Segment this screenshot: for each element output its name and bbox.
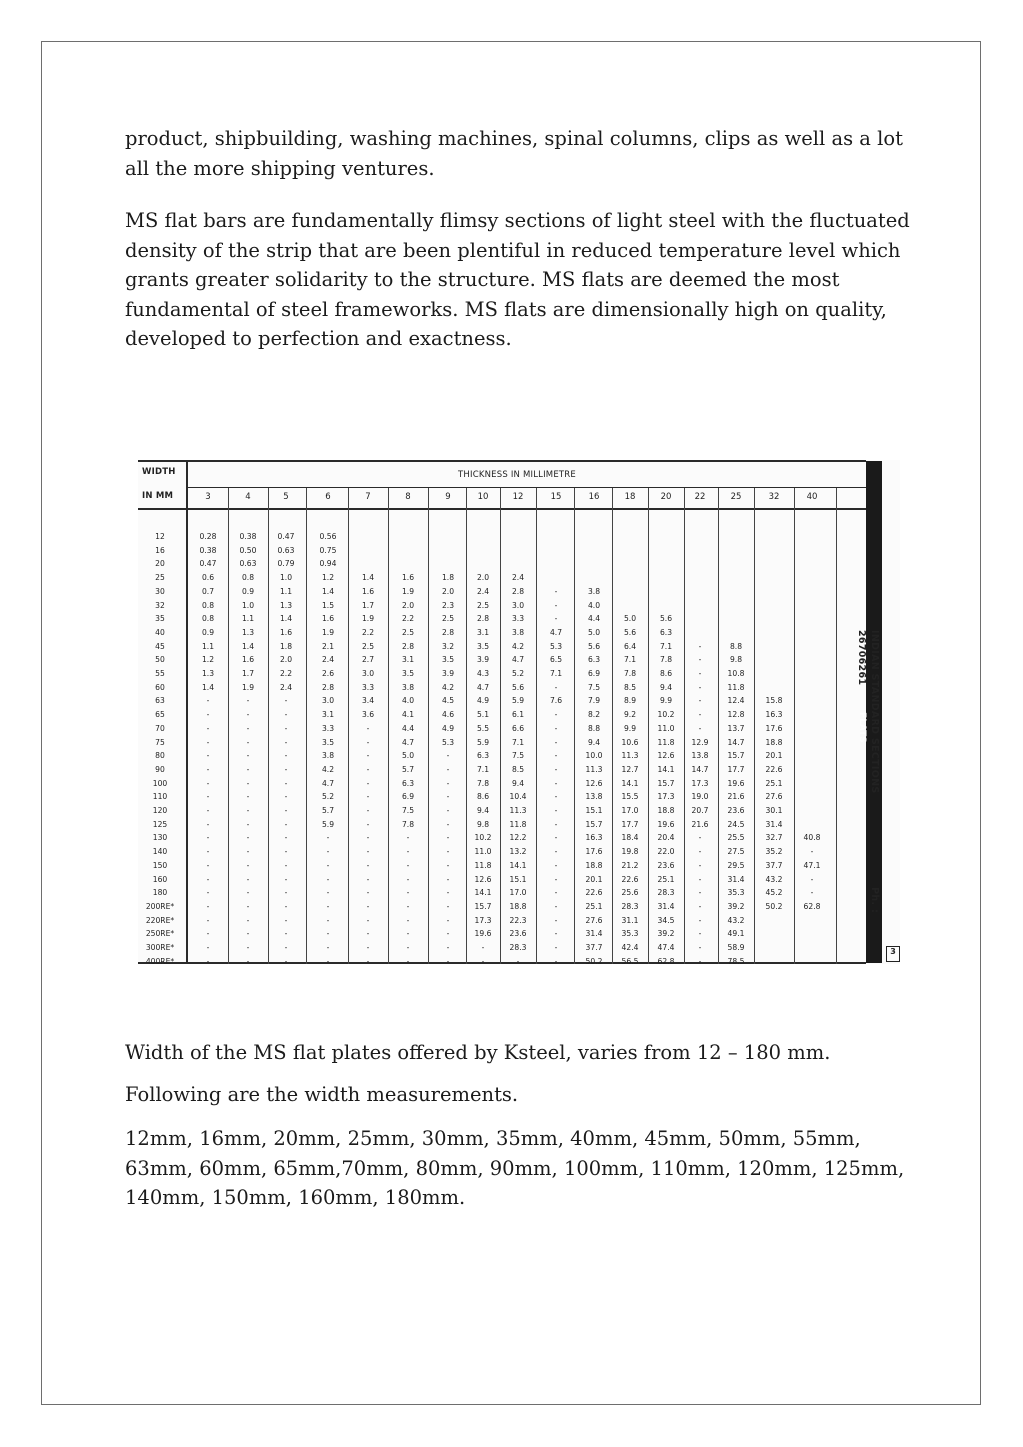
width-unit-header: IN MM (142, 491, 174, 501)
column-divider (228, 488, 229, 964)
thickness-col-values: 1.4 1.6 1.7 1.9 2.2 2.5 2.7 3.0 3.3 3.4 3.6 - - - - - - - - - - - - - - - - - - (361, 573, 375, 966)
thickness-col-header: 20 (660, 492, 672, 502)
side-phone: Ph. : 26706261 (856, 630, 880, 914)
side-page-number: 3 (886, 946, 900, 962)
paragraph-width-list: 12mm, 16mm, 20mm, 25mm, 30mm, 35mm, 40mm, 45mm, 50mm, 55mm, 63mm, 60mm, 65mm,70mm, 80mm, 90mm, 100mm, 110mm, 120mm, 125mm, 140mm, 150mm, 160mm, 180mm. (125, 1127, 905, 1209)
thickness-header: THICKNESS IN MILLIMETRE (458, 470, 576, 480)
thickness-col-header: 15 (550, 492, 562, 502)
column-divider (466, 488, 467, 964)
thickness-col-values: 40.8 - 47.1 - - 62.8 (803, 833, 821, 911)
thickness-col-values: - - - 4.7 5.3 6.5 7.1 - 7.6 - - - - - - - - - - - - - - - - - - - (549, 586, 563, 966)
thickness-col-header: 40 (806, 492, 818, 502)
thickness-col-values: 3.8 4.0 4.4 5.0 5.6 6.3 6.9 7.5 7.9 8.2 8.8 9.4 10.0 11.3 12.6 13.8 15.1 15.7 16.3 17.6 18.8 20.1 22.6 25.1 27.6 31.4 37.7 50.2 (585, 586, 603, 966)
column-divider (648, 488, 649, 964)
thickness-col-header: 12 (512, 492, 524, 502)
thickness-col-header: 16 (588, 492, 600, 502)
thickness-col-values: 15.8 16.3 17.6 18.8 20.1 22.6 25.1 27.6 30.1 31.4 32.7 35.2 37.7 43.2 45.2 50.2 (765, 696, 783, 911)
column-divider (536, 488, 537, 964)
document-page (41, 41, 981, 1405)
thickness-col-header: 8 (405, 492, 411, 502)
column-divider (684, 488, 685, 964)
column-divider (794, 488, 795, 964)
column-divider (718, 488, 719, 964)
thickness-col-header: 7 (365, 492, 371, 502)
thickness-col-values: 1.8 2.0 2.3 2.5 2.8 3.2 3.5 3.9 4.2 4.5 4.6 4.9 5.3 - - - - - - - - - - - - - - - - (441, 573, 455, 966)
column-divider (348, 488, 349, 964)
thickness-col-values: 1.6 1.9 2.0 2.2 2.5 2.8 3.1 3.5 3.8 4.0 4.1 4.4 4.7 5.0 5.7 6.3 6.9 7.5 7.8 - - - - - - - - - - (401, 573, 415, 966)
column-divider (836, 488, 837, 964)
paragraph-ms-flat-bars: MS flat bars are fundamentally flimsy sections of light steel with the fluctuated density of the strip that are been plentiful in reduced temperature level which grants greater solidarity to the structure. MS flats are deemed the most fundamental of steel frameworks. MS flats are dimensionally high on quality, developed to perfection and exactness. (125, 209, 910, 350)
column-divider (428, 488, 429, 964)
thickness-col-header: 4 (245, 492, 251, 502)
thickness-col-header: 3 (205, 492, 211, 502)
column-divider (306, 488, 307, 964)
side-title (853, 630, 881, 970)
thickness-col-values: 0.47 0.63 0.79 1.0 1.1 1.3 1.4 1.6 1.8 2.0 2.2 2.4 - - - - - - - - - - - - - - - - - - - - (277, 532, 295, 966)
width-column: 12 16 20 25 30 32 35 40 45 50 55 60 63 65 70 75 80 90 100 110 120 125 130 140 150 160 180 200RE* 220RE* 250RE* 300RE* 400RE* (145, 532, 175, 966)
paragraph-width-intro: Following are the width measurements. (125, 1083, 519, 1106)
column-divider (612, 488, 613, 964)
thickness-col-values: 0.38 0.50 0.63 0.8 0.9 1.0 1.1 1.3 1.4 1.6 1.7 1.9 - - - - - - - - - - - - - - - - - - - - (239, 532, 257, 966)
column-divider (388, 488, 389, 964)
thickness-col-values: 5.0 5.6 6.4 7.1 7.8 8.5 8.9 9.2 9.9 10.6 11.3 12.7 14.1 15.5 17.0 17.7 18.4 19.8 21.2 22.6 25.6 28.3 31.1 35.3 42.4 56.5 (621, 614, 639, 966)
thickness-col-header: 9 (445, 492, 451, 502)
thickness-col-values: 0.28 0.38 0.47 0.6 0.7 0.8 0.8 0.9 1.1 1.2 1.3 1.4 - - - - - - - - - - - - - - - - - - - - (199, 532, 217, 966)
column-divider (574, 488, 575, 964)
width-header: WIDTH (142, 467, 176, 477)
paragraph-width-range: Width of the MS flat plates offered by Ksteel, varies from 12 – 180 mm. (125, 1041, 831, 1064)
column-divider (268, 488, 269, 964)
side-title-text: INDIAN STANDARD SECTIONS (869, 630, 880, 794)
column-divider (500, 488, 501, 964)
thickness-col-values: 2.4 2.8 3.0 3.3 3.8 4.2 4.7 5.2 5.6 5.9 6.1 6.6 7.1 7.5 8.5 9.4 10.4 11.3 11.8 12.2 13.2 14.1 15.1 17.0 18.8 22.3 23.6 28.3 - (509, 573, 527, 966)
thickness-col-values: 2.0 2.4 2.5 2.8 3.1 3.5 3.9 4.3 4.7 4.9 5.1 5.5 5.9 6.3 7.1 7.8 8.6 9.4 9.8 10.2 11.0 11.8 12.6 14.1 15.7 17.3 19.6 - - (474, 573, 492, 966)
thickness-col-header: 18 (624, 492, 636, 502)
thickness-col-values: - - - - - - - 12.9 13.8 14.7 17.3 19.0 20.7 21.6 - - - - - - - - - - (691, 641, 709, 966)
thickness-col-header: 22 (694, 492, 706, 502)
thickness-col-header: 6 (325, 492, 331, 502)
thickness-col-header: 5 (283, 492, 289, 502)
thickness-col-values: 0.56 0.75 0.94 1.2 1.4 1.5 1.6 1.9 2.1 2.4 2.6 2.8 3.0 3.1 3.3 3.5 3.8 4.2 4.7 5.2 5.7 5.9 - - - - - - - - - - (319, 532, 337, 966)
paragraph-uses: product, shipbuilding, washing machines, spinal columns, clips as well as a lot all the more shipping ventures. (125, 127, 903, 180)
column-divider (754, 488, 755, 964)
thickness-col-values: 8.8 9.8 10.8 11.8 12.4 12.8 13.7 14.7 15.7 17.7 19.6 21.6 23.6 24.5 25.5 27.5 29.5 31.4 35.3 39.2 43.2 49.1 58.9 78.5 (727, 641, 745, 966)
thickness-col-values: 5.6 6.3 7.1 7.8 8.6 9.4 9.9 10.2 11.0 11.8 12.6 14.1 15.7 17.3 18.8 19.6 20.4 22.0 23.6 25.1 28.3 31.4 34.5 39.2 47.4 62.8 (657, 614, 675, 966)
thickness-col-header: 25 (730, 492, 742, 502)
side-section-label: FLATS (857, 712, 867, 743)
thickness-col-header: 10 (477, 492, 489, 502)
thickness-col-header: 32 (768, 492, 780, 502)
flats-table-image (138, 460, 900, 964)
